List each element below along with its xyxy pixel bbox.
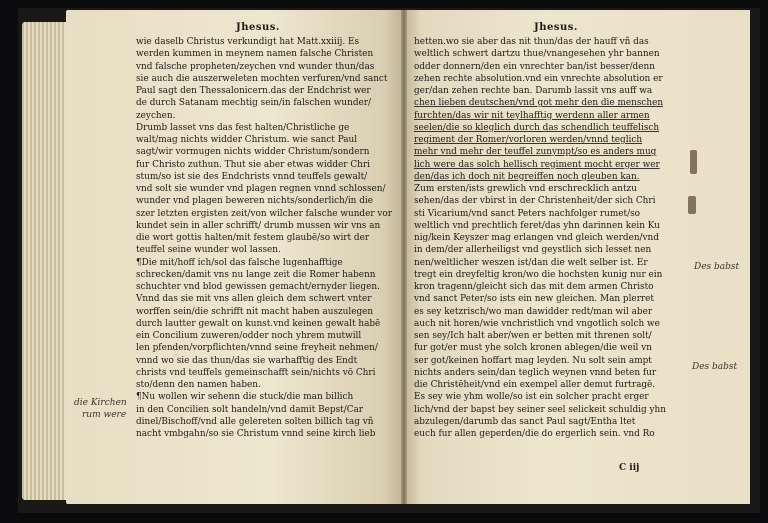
text-line: stum/so ist sie des Endchrists vnnd teuffels gewalt/ xyxy=(136,171,368,182)
text-line: in den Concilien solt handeln/vnd damit Bepst/Car xyxy=(136,404,364,415)
left-page-header: Jhesus. xyxy=(236,22,280,33)
text-line: fur Christo zuthun. Thut sie aber etwas widder Chri xyxy=(136,159,370,170)
text-line: worffen sein/die schrifft nit macht haben auszulegen xyxy=(136,306,374,317)
text-line: lich were das solch hellisch regiment mocht erger wer xyxy=(414,159,660,170)
text-line: tregt ein dreyfeltig kron/wo die hochsten kunig nur ein xyxy=(414,269,663,280)
text-line: abzulegen/darumb das sanct Paul sagt/Entha ltet xyxy=(414,416,636,427)
left-page-text xyxy=(136,36,402,440)
text-line: schrecken/damit vns nu lange zeit die Romer habenn xyxy=(136,269,376,280)
text-line: nen/weltlicher weszen ist/dan die welt selber ist. Er xyxy=(414,257,648,268)
text-line: kron tragenn/gleicht sich das mit dem armen Christo xyxy=(414,282,654,292)
text-line: zeychen. xyxy=(136,110,176,121)
text-line: Vnnd das sie mit vns allen gleich dem schwert vnter xyxy=(136,294,372,305)
left-page xyxy=(66,10,406,504)
text-line: schuchter vnd blod gewissen gemacht/ernyder liegen. xyxy=(136,282,380,292)
text-line: die wort gottis halten/mit festem glaubē/so wirt der xyxy=(136,233,370,243)
text-line: sto/denn den namen haben. xyxy=(136,380,261,390)
text-line: Es sey wie yhm wolle/so ist ein solcher pracht erger xyxy=(414,392,649,403)
text-line: ser got/keinen hoffart mag leyden. Nu solt sein ampt xyxy=(414,355,652,366)
text-line: wie daselb Christus verkundigt hat Matt.xxiiij. Es xyxy=(136,37,360,47)
text-line: in dem/der allerheiligst vnd geystlich sich lesset nen xyxy=(414,245,652,256)
right-margin-note-2: Des babst xyxy=(692,362,738,372)
text-line: ¶Die mit/hoff ich/sol das falsche lugenhafftige xyxy=(136,257,343,268)
page-edges xyxy=(22,22,70,500)
text-line: euch fur allen geperden/die do ergerlich sein. vnd Ro xyxy=(414,429,655,439)
text-line: sehen/das der vbirst in der Christenheit/der sich Chri xyxy=(414,196,656,207)
text-line: hetten.wo sie aber das nit thun/das der hauff vñ das xyxy=(414,37,649,47)
text-line: nichts anders sein/dan teglich weynen vnnd beten fur xyxy=(414,367,657,378)
text-line: auch nit horen/wie vnchristlich vnd vngotlich solch we xyxy=(414,318,660,329)
text-line: seelen/die so kleglich durch das schendlich teuffelisch xyxy=(414,122,660,133)
text-line: szer letzten ergisten zeit/von wilcher falsche wunder vor xyxy=(136,208,393,219)
text-line: ¶Nu wollen wir sehenn die stuck/die man billich xyxy=(136,392,354,403)
text-line: furchten/das wir nit teylhafftig werdenn aller armen xyxy=(414,110,650,121)
signature-mark: C iij xyxy=(619,463,640,473)
left-margin-note-line-2: rum were xyxy=(82,410,127,420)
text-line: odder donnern/den ein vnrechter ban/ist besser/denn xyxy=(414,61,655,72)
text-line: mehr vnd mehr der teuffel zunympt/so es anders mug xyxy=(414,147,657,158)
text-line: die Christēheit/vnd ein exempel aller demut furtragē. xyxy=(414,380,656,390)
text-line: vnd sanct Peter/so ists ein new gleichen. Man plerret xyxy=(414,294,654,305)
text-line: sti Vicarium/vnd sanct Peters nachfolger rumet/so xyxy=(414,208,640,219)
text-line: weltlich vnd prechtlich feret/das yhn darinnen kein Ku xyxy=(414,220,660,231)
text-line: fur got/er must yhe solch kronen ablegen/die weil vn xyxy=(414,343,652,354)
text-line: chen lieben deutschen/vnd got mehr den die menschen xyxy=(414,98,664,109)
text-line: vnnd wo sie das thun/das sie warhafftig des Endt xyxy=(136,355,358,366)
text-line: werden kummen in meynem namen falsche Christen xyxy=(136,49,374,60)
text-line: vnd falsche propheten/zeychen vnd wunder thun/das xyxy=(136,61,375,72)
right-page-text xyxy=(414,36,704,440)
left-margin-note-line-1: die Kirchen xyxy=(74,398,127,408)
text-line: walt/mag nichts widder Christum. wie sanct Paul xyxy=(136,135,358,145)
text-line: Paul sagt den Thessalonicern.das der Endchrist wer xyxy=(136,86,371,96)
text-line: len pfenden/vorpflichten/vnnd seine freyheit nehmen/ xyxy=(136,343,378,354)
ink-bracket-mark xyxy=(690,150,697,174)
text-line: ein Concilium zuweren/odder noch yhrem mutwill xyxy=(136,331,362,341)
text-line: wunder vnd plagen beweren nichts/sonderlich/in die xyxy=(136,196,373,207)
text-line: sagt/wir vormugen nichts widder Christum/sondern xyxy=(136,147,370,158)
text-line: nacht vmbgahn/so sie Christum vnnd seine kirch lieb xyxy=(136,429,376,439)
text-line: vnd solt sie wunder vnd plagen regnen vnnd schlossen/ xyxy=(136,184,386,194)
text-line: kundet sein in aller schrifft/ drumb mussen wir vns an xyxy=(136,220,381,231)
text-line: Drumb lasset vns das fest halten/Christliche ge xyxy=(136,122,350,133)
text-line: lich/vnd der bapst bey seiner seel selickeit schuldig yhn xyxy=(414,404,666,415)
text-line: nig/kein Keyszer mag erlangen vnd gleich werden/vnd xyxy=(414,233,659,243)
ink-stain-mark xyxy=(688,196,696,214)
right-margin-note-1: Des babst xyxy=(694,262,740,272)
text-line: teuffel seine wunder wol lassen. xyxy=(136,245,281,256)
text-line: zehen rechte absolution.vnd ein vnrechte absolution er xyxy=(414,73,663,84)
text-line: regiment der Romer/vorloren werden/vnnd teglich xyxy=(414,135,643,145)
text-line: durch lautter gewalt on kunst.vnd keinen gewalt habē xyxy=(136,318,381,329)
text-line: den/das ich doch nit begreiffen noch gleuben kan. xyxy=(414,171,640,182)
text-line: ger/dan zehen rechte ban. Darumb lassit vns auff wa xyxy=(414,86,653,96)
text-line: de durch Satanam mechtig sein/in falschen wunder/ xyxy=(136,98,372,109)
text-line: sie auch die auszerweleten mochten verfuren/vnd sanct xyxy=(136,73,388,84)
text-line: Zum ersten/ists grewlich vnd erschrecklich antzu xyxy=(414,184,637,194)
right-page xyxy=(404,10,750,504)
text-line: dinel/Bischoff/vnd alle gelereten solten billich tag vñ xyxy=(136,416,374,427)
text-line: es sey ketzrisch/wo man dawidder redt/man wil aber xyxy=(414,306,653,317)
text-line: sen sey/Ich halt aber/wen er betten mit threnen solt/ xyxy=(414,331,652,341)
book-gutter xyxy=(401,10,407,504)
right-page-header: Jhesus. xyxy=(534,22,578,33)
text-line: christs vnd teuffels gemeinschafft sein/nichts vō Chri xyxy=(136,367,376,378)
text-line: weltlich schwert dartzu thue/vnangesehen yhr bannen xyxy=(414,49,660,60)
